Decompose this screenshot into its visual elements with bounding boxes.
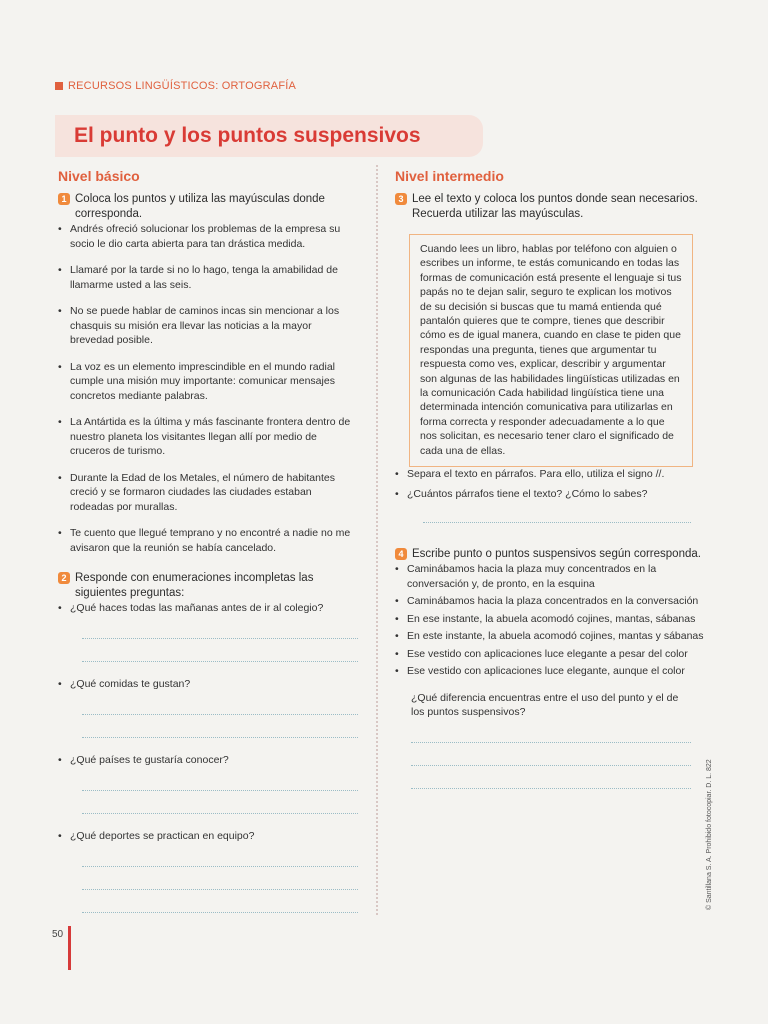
left-column xyxy=(58,168,358,905)
exercise-1-number: 1 xyxy=(58,193,70,205)
page-title: El punto y los puntos suspensivos xyxy=(74,124,421,147)
answer-line[interactable] xyxy=(82,844,358,867)
section-tag xyxy=(55,80,296,92)
reading-text-box: Cuando lees un libro, hablas por teléfono con alguien o escribes un informe, te estás comunicando en todas las formas de comunicación está presente el lenguaje si tus papás no te dejan salir, seguro te explican los motivos de su decisión si buscas que tu mamá entienda qué pantalón quieres que te compre, tienes que describir cómo es de igual manera, cuando en clase te piden que respondas una pregunta, tienes que argumentar tu respuesta como ves, explicar, describir y argumentar son algunas de las habilidades lingüísticas utilizadas en la comunicación Cada habilidad lingüística tiene una determinada intención comunicativa para utilizarlas en forma correcta y responder adecuadamente a lo que nos solicitan, es necesario tener claro el significado de cada una de ellas. xyxy=(409,234,693,467)
level-intermediate-heading: Nivel intermedio xyxy=(395,168,504,184)
task-item: • Separa el texto en párrafos. Para ello, utiliza el signo //. xyxy=(395,467,705,482)
exercise-1 xyxy=(58,192,358,222)
list-item: • Ese vestido con aplicaciones luce elegante a pesar del color xyxy=(395,647,705,662)
right-column xyxy=(395,168,705,789)
exercise-3 xyxy=(395,192,705,222)
answer-line[interactable] xyxy=(411,766,691,789)
answer-line[interactable] xyxy=(82,791,358,814)
column-divider xyxy=(376,165,378,915)
task-item: • ¿Cuántos párrafos tiene el texto? ¿Cómo lo sabes? xyxy=(395,487,705,502)
exercise-1-list xyxy=(58,222,358,555)
question-text: ¿Qué haces todas las mañanas antes de ir al colegio? xyxy=(70,602,324,614)
exercise-4 xyxy=(395,547,705,562)
exercise-3-instruction: Lee el texto y coloca los puntos donde sean necesarios. Recuerda utilizar las mayúsculas. xyxy=(412,193,698,220)
exercise-4-instruction: Escribe punto o puntos suspensivos según corresponda. xyxy=(412,548,701,561)
question-text: ¿Qué comidas te gustan? xyxy=(70,678,191,690)
list-item: • Llamaré por la tarde si no lo hago, tenga la amabilidad de llamarme usted a las seis. xyxy=(58,263,358,292)
exercise-4-question: ¿Qué diferencia encuentras entre el uso del punto y el de los puntos suspensivos? xyxy=(411,691,679,719)
list-item: • Caminábamos hacia la plaza muy concentrados en la conversación y, de pronto, en la esquina xyxy=(395,562,705,591)
list-item: • La Antártida es la última y más fascinante frontera dentro de nuestro planeta los visitantes llegan allí por medio de cruceros de turismo. xyxy=(58,415,358,459)
list-item: • Te cuento que llegué temprano y no encontré a nadie no me avisaron que la reunión se había cancelado. xyxy=(58,526,358,555)
question-text: ¿Qué deportes se practican en equipo? xyxy=(70,830,255,842)
exercise-3-number: 3 xyxy=(395,193,407,205)
page-number: 50 xyxy=(52,929,64,940)
answer-line[interactable] xyxy=(82,768,358,791)
list-item: • Ese vestido con aplicaciones luce elegante, aunque el color xyxy=(395,664,705,679)
level-basic-heading: Nivel básico xyxy=(58,168,140,184)
question-item xyxy=(58,601,358,677)
copyright-notice: © Santillana S. A. Prohibido fotocopiar. D. L. 822 xyxy=(706,759,713,910)
answer-line[interactable] xyxy=(82,867,358,890)
list-item: • Caminábamos hacia la plaza concentrados en la conversación xyxy=(395,594,705,609)
list-item: • Durante la Edad de los Metales, el número de habitantes creció y se formaron ciudades las ciudades estaban rodeadas por murallas. xyxy=(58,471,358,515)
exercise-1-instruction: Coloca los puntos y utiliza las mayúsculas donde corresponda. xyxy=(75,193,325,220)
section-square-icon xyxy=(55,82,63,90)
exercise-2-questions xyxy=(58,601,358,905)
answer-line[interactable] xyxy=(423,506,691,523)
section-label: RECURSOS LINGÜÍSTICOS: ORTOGRAFÍA xyxy=(68,80,297,92)
answer-line[interactable] xyxy=(411,743,691,766)
exercise-3-tasks xyxy=(395,467,705,501)
question-text: ¿Qué países te gustaría conocer? xyxy=(70,754,229,766)
question-item xyxy=(58,677,358,753)
answer-line[interactable] xyxy=(82,715,358,738)
answer-line[interactable] xyxy=(82,890,358,913)
list-item: • La voz es un elemento imprescindible en el mundo radial cumple una misión muy importante: comunicar mensajes concretos mediante palabras. xyxy=(58,360,358,404)
question-item xyxy=(58,829,358,905)
exercise-4-number: 4 xyxy=(395,548,407,560)
exercise-2 xyxy=(58,571,358,601)
list-item: • Andrés ofreció solucionar los problemas de la empresa su socio le dio carta abierta para tan drástica medida. xyxy=(58,222,358,251)
list-item: • No se puede hablar de caminos incas sin mencionar a los chasquis su misión era llevar las noticias a la mayor brevedad posible. xyxy=(58,304,358,348)
exercise-2-number: 2 xyxy=(58,572,70,584)
exercise-4-answer-lines xyxy=(395,720,705,789)
answer-line[interactable] xyxy=(82,692,358,715)
answer-line[interactable] xyxy=(82,616,358,639)
exercise-2-instruction: Responde con enumeraciones incompletas las siguientes preguntas: xyxy=(75,572,314,599)
answer-line[interactable] xyxy=(411,720,691,743)
exercise-4-list xyxy=(395,562,705,679)
question-item xyxy=(58,753,358,829)
list-item: • En ese instante, la abuela acomodó cojines, mantas, sábanas xyxy=(395,612,705,627)
answer-line[interactable] xyxy=(82,639,358,662)
list-item: • En este instante, la abuela acomodó cojines, mantas y sábanas xyxy=(395,629,705,644)
page-marker-bar xyxy=(68,926,71,970)
